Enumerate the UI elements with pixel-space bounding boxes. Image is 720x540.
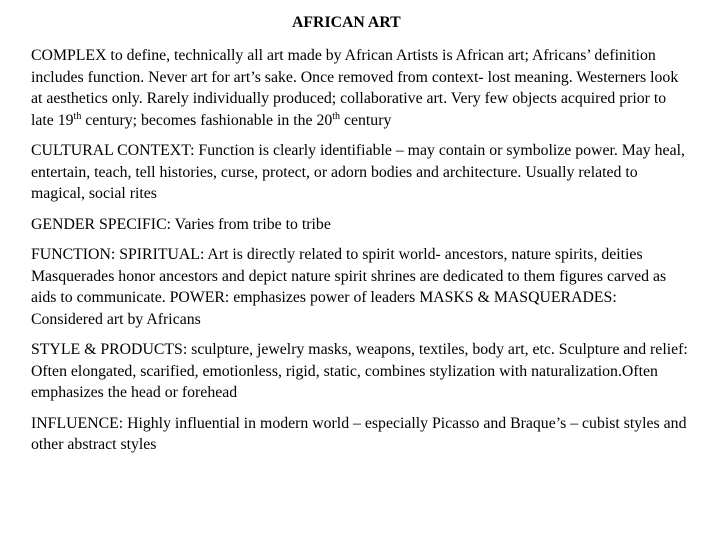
paragraph-influence: INFLUENCE: Highly influential in modern world – especially Picasso and Braque’s – cubist styles and other abstract styles <box>31 414 687 453</box>
paragraph-gender-specific: GENDER SPECIFIC: Varies from tribe to tribe <box>31 215 331 233</box>
paragraph-complex-text-b: century; becomes fashionable in the 20 <box>81 111 333 129</box>
paragraph-function: FUNCTION: SPIRITUAL: Art is directly related to spirit world- ancestors, nature spirits, deities Masquerades honor ancestors and depict nature spirit shrines are dedicated to them figures carved as aids to communicate. POWER: emphasizes power of leaders MASKS & MASQUERADES: Considered art by Africans <box>31 246 667 328</box>
document-title: AFRICAN ART <box>292 14 401 31</box>
superscript-th-2: th <box>332 110 341 122</box>
document-page <box>31 12 691 456</box>
paragraph-complex-text-c: century <box>340 111 392 129</box>
paragraph-complex <box>31 45 691 131</box>
superscript-th-1: th <box>73 110 82 122</box>
paragraph-cultural-context: CULTURAL CONTEXT: Function is clearly identifiable – may contain or symbolize power. May heal, entertain, teach, tell histories, curse, protect, or adorn bodies and architecture. Usually related to magical, social rites <box>31 142 685 202</box>
paragraph-style-products: STYLE & PRODUCTS: sculpture, jewelry masks, weapons, textiles, body art, etc. Sculpture and relief: Often elongated, scarified, emotionless, rigid, static, combines stylization with naturalization.Often emphasizes the head or forehead <box>31 341 688 401</box>
paragraph-complex-text-a: COMPLEX to define, technically all art made by African Artists is African art; Africans’ definition includes function. Never art for art’s sake. Once removed from context- lost meaning. Westerners look at aesthetics only. Rarely individually produced; collaborative art. Very few objects acquired prior to late 19 <box>31 47 679 129</box>
